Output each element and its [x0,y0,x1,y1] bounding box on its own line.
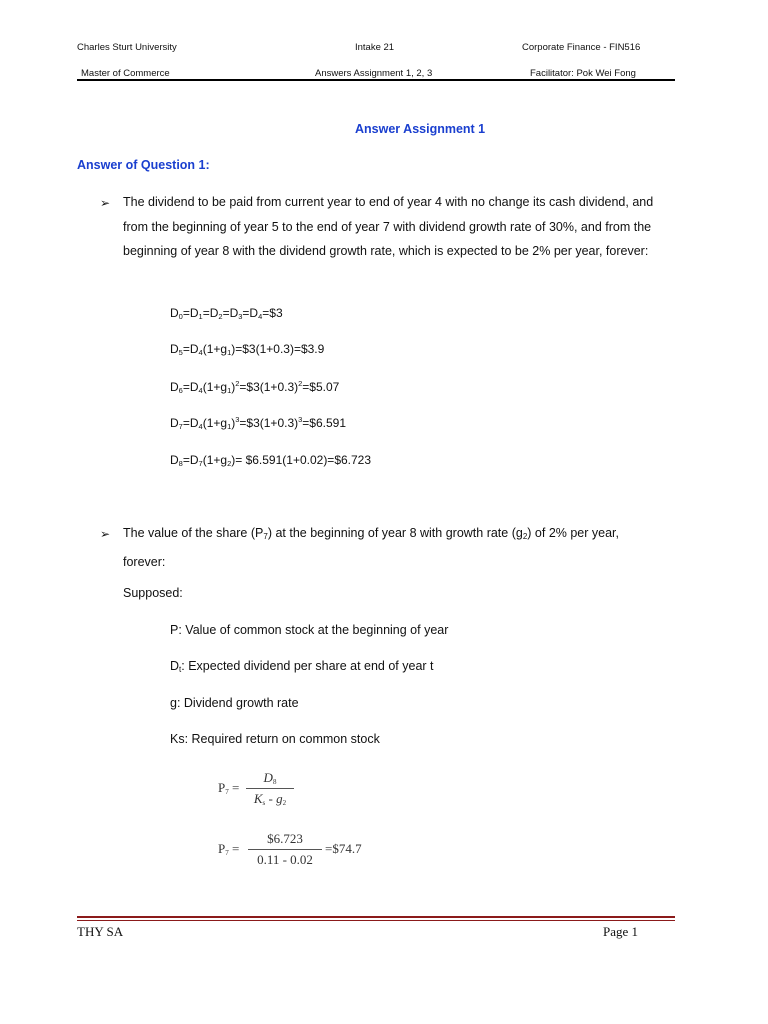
footer-page-number: Page 1 [603,924,639,939]
footer-rule [77,916,675,918]
equation-d5: $D_5=D_4(1+g_1)=\$3(1+0.3)=\$3.9$ [170,342,325,357]
bullet-1-text: The dividend to be paid from current year to end of year 4 with no change its cash dividend, and from the beginning of year 5 to the end of year 7 with dividend growth rate of 30%, and from the beginning of year 8 with the dividend growth rate, which is expected to be 2% per year, forever: [123,195,654,258]
page-title: Answer Assignment 1 [355,122,486,136]
equation-d0-d4: $D_0=D_1=D_2=D_3=D_4=\$3$ [170,306,283,321]
header-facilitator: Facilitator: Pok Wei Fong [530,68,636,79]
definition-g: g: Dividend growth rate [170,696,299,710]
header-program: Master of Commerce [81,68,170,79]
header-intake: Intake 21 [355,42,395,53]
equation-d8: $D_8=D_7(1+g_2)=$ $6.591(1+0.02)=$6.723 [170,453,372,468]
definition-dt: Dt: Expected dividend per share at end of year t [170,659,434,674]
formula-result: =$74.7 [325,841,362,856]
bullet-2-text: The value of the share (P7) at the beginning of year 8 with growth rate (g2) of 2% per year, forever: [123,526,619,569]
definition-ks: Ks: Required return on common stock [170,732,380,746]
header-answers: Answers Assignment 1, 2, 3 [315,68,433,79]
bullet-arrow-icon: ➢ [100,527,111,541]
formula-p7-symbolic: $P_7$ = $D_8$ $K_s - g_2$ [218,770,338,812]
equation-d6: $D_6=D_4(1+g_1)^2=\$3(1+0.3)^2=\$5.07$ [170,379,340,395]
question-heading: Answer of Question 1: [77,158,210,172]
footer-author: THY SA [77,924,124,939]
bullet-arrow-icon: ➢ [100,196,111,210]
header-university: Charles Sturt University [77,42,177,53]
header-course: Corporate Finance - FIN516 [522,42,641,53]
definition-p: P: Value of common stock at the beginning of year [170,623,449,637]
header-rule [77,79,675,81]
supposed-label: Supposed: [123,586,183,600]
equation-d7: $D_7=D_4(1+g_1)^3=\$3(1+0.3)^3=\$6.591$ [170,415,347,431]
footer-rule-thin [77,920,675,921]
formula-p7-numeric: $P_7$ = $6.723 0.11 - 0.02 =$74.7 [218,831,362,867]
